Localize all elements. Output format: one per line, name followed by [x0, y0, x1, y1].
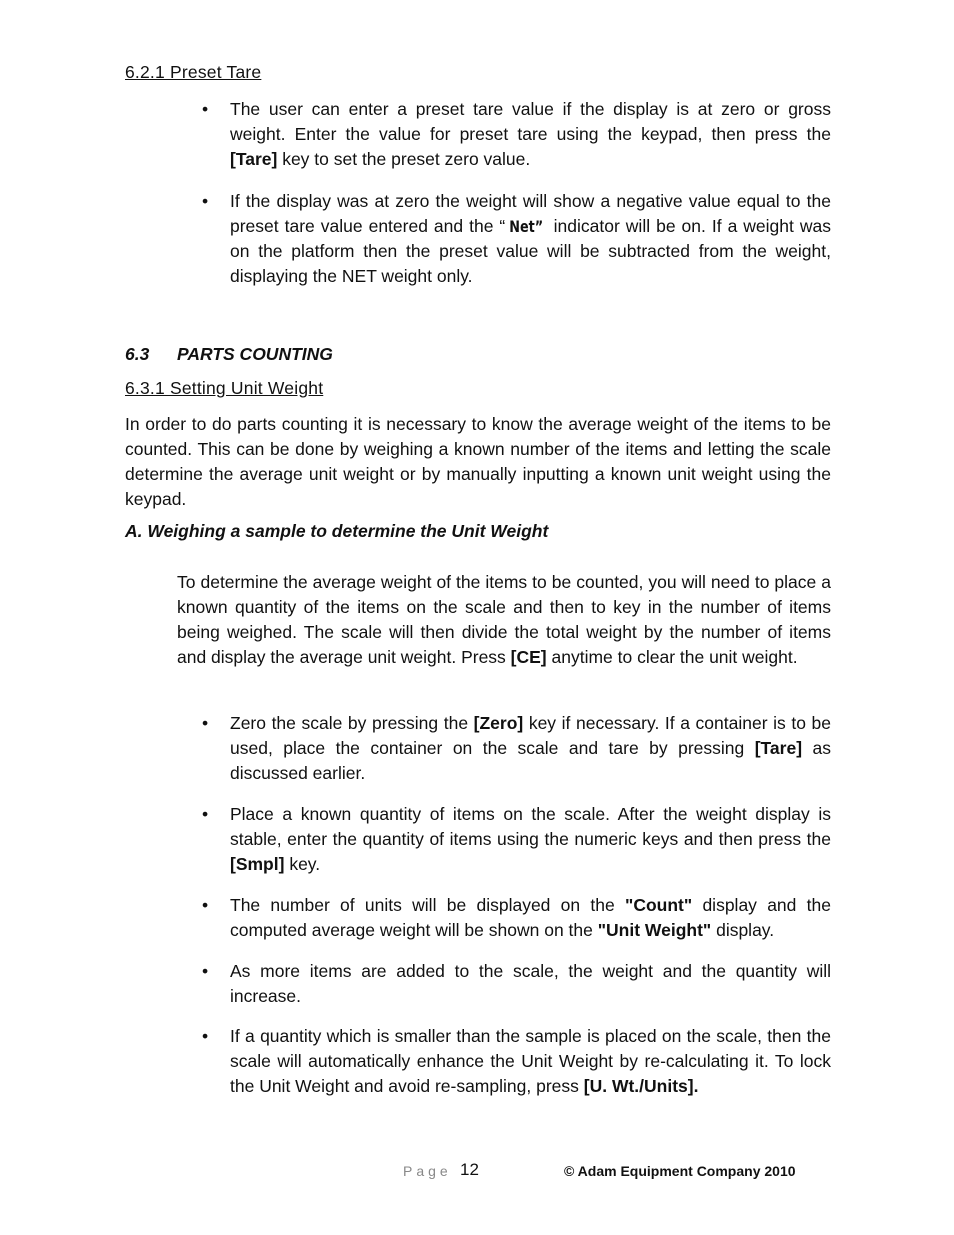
section-heading-parts-counting: 6.3 PARTS COUNTING: [125, 344, 333, 364]
intro-paragraph: In order to do parts counting it is necessary to know the average weight of the items to be counted. This can be done by weighing a known number of the items and letting the scale determine the average unit weight or by manually inputting a known unit weight using the keypad.: [125, 414, 831, 509]
bullet-zero-scale: • Zero the scale by pressing the [Zero] key if necessary. If a container is to be used, place the container on the scale and tare by pressing [Tare] as discussed earlier.: [230, 711, 831, 786]
bullet-place-items: • Place a known quantity of items on the scale. After the weight display is stable, enter the quantity of items using the numeric keys and then press the [Smpl] key.: [230, 802, 831, 877]
sample-description-paragraph: To determine the average weight of the items to be counted, you will need to place a known quantity of the items on the scale and then to key in the number of items being weighed. The scale will then divide the total weight by the number of items and display the average unit weight. Press [CE] anytime to clear the unit weight.: [177, 572, 831, 667]
footer-page-label: Page: [403, 1163, 452, 1179]
net-indicator-label: Net”: [509, 217, 544, 236]
subsection-heading-setting-unit-weight: 6.3.1 Setting Unit Weight: [125, 378, 324, 398]
bullet-count-display: • The number of units will be displayed on the "Count" display and the computed average weight will be shown on the "Unit Weight" display.: [230, 893, 831, 943]
bullet-smaller-quantity: • If a quantity which is smaller than the sample is placed on the scale, then the scale will automatically enhance the Unit Weight by re-calculating it. To lock the Unit Weight and avoid re-sampling, press [U. Wt./Units].: [230, 1024, 831, 1099]
bullet-preset-tare-entry: • The user can enter a preset tare value if the display is at zero or gross weight. Enter the value for preset tare using the keypad, then press the [Tare] key to set the preset zero value.: [230, 97, 831, 172]
subsection-heading-preset-tare: 6.2.1 Preset Tare: [125, 62, 262, 82]
bullet-preset-tare-net: • If the display was at zero the weight will show a negative value equal to the preset tare value entered and the “ Net” indicator will be on. If a weight was on the platform then the preset value will be subtracted from the weight, displaying the NET weight only.: [230, 189, 831, 289]
heading-weighing-sample: A. Weighing a sample to determine the Unit Weight: [125, 521, 549, 541]
bullet-more-items: • As more items are added to the scale, the weight and the quantity will increase.: [230, 959, 831, 1009]
footer-copyright: © Adam Equipment Company 2010: [564, 1163, 796, 1179]
footer-page-number: 12: [460, 1160, 479, 1179]
